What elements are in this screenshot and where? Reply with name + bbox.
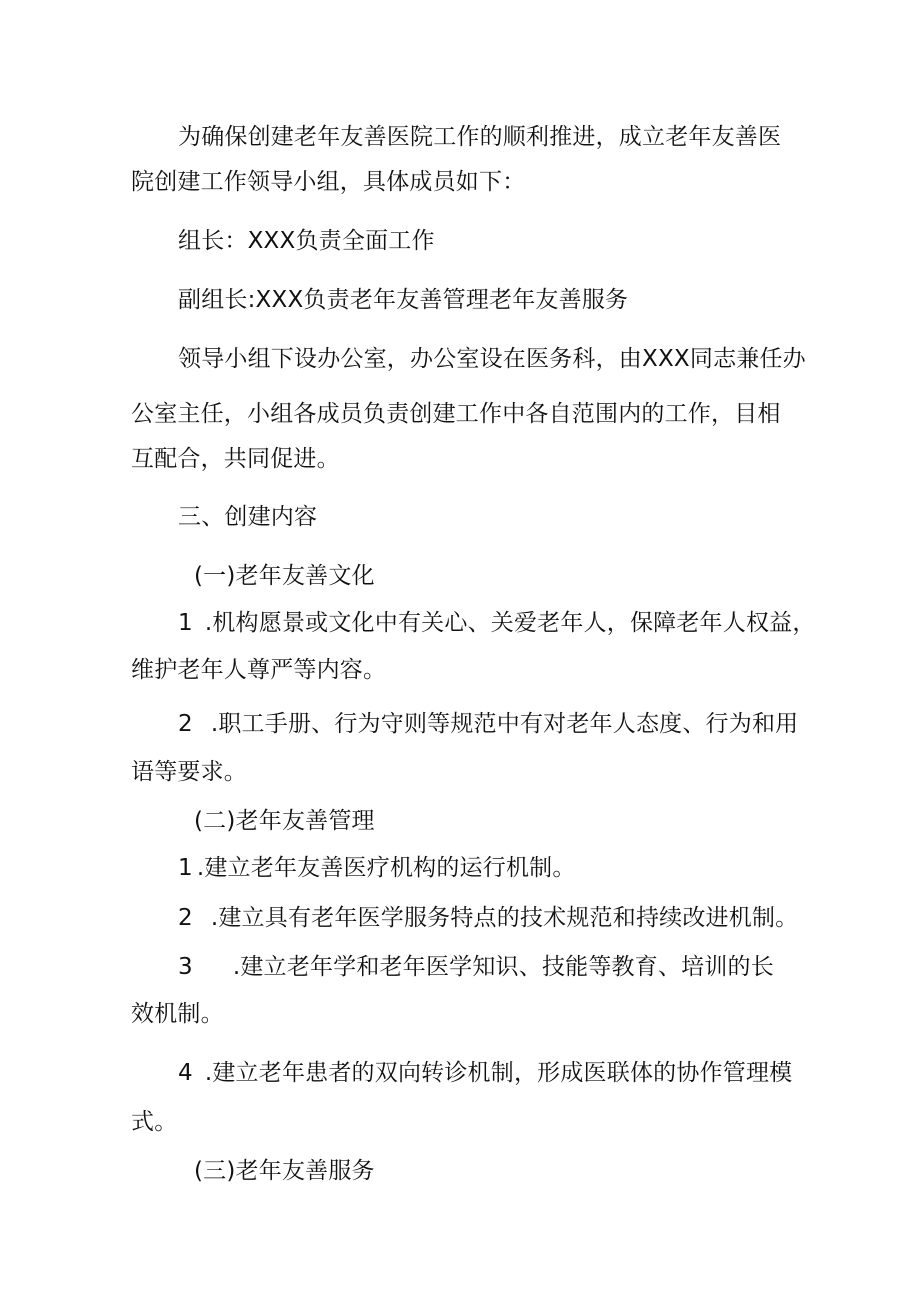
item-text: .建立老年学和老年医学知识、技能等教育、培训的长 bbox=[232, 954, 774, 980]
paragraph-office-line-1: 领导小组下设办公室，办公室设在医务科，由XXX同志兼任办 bbox=[178, 346, 806, 372]
item-text: .职工手册、行为守则等规范中有对老年人态度、行为和用 bbox=[210, 711, 799, 737]
management-item-2 bbox=[178, 903, 798, 933]
management-item-3-line-2: 效机制。 bbox=[131, 1001, 224, 1027]
deputy-leader-line: 副组长:XXX负责老年友善管理老年友善服务 bbox=[178, 287, 629, 313]
item-text: .建立老年友善医疗机构的运行机制。 bbox=[196, 855, 576, 881]
item-number: 4 bbox=[178, 1060, 193, 1086]
item-number: 2 bbox=[178, 711, 193, 737]
subheading-management: (二)老年友善管理 bbox=[194, 808, 375, 834]
item-text: .建立老年患者的双向转诊机制，形成医联体的协作管理模 bbox=[204, 1060, 793, 1086]
subheading-culture: (一)老年友善文化 bbox=[194, 563, 375, 589]
item-number: 3 bbox=[178, 954, 193, 980]
leader-line: 组长：XXX负责全面工作 bbox=[178, 228, 435, 254]
item-number: 1 bbox=[178, 610, 193, 636]
management-item-4-line-1 bbox=[178, 1058, 792, 1088]
culture-item-2-line-1 bbox=[178, 709, 798, 739]
culture-item-1-line-2: 维护老年人尊严等内容。 bbox=[131, 657, 387, 683]
management-item-1 bbox=[178, 853, 576, 883]
paragraph-office-line-3: 互配合，共同促进。 bbox=[131, 446, 340, 472]
management-item-3-line-1 bbox=[178, 952, 774, 982]
paragraph-intro-line-1: 为确保创建老年友善医院工作的顺利推进，成立老年友善医 bbox=[178, 124, 782, 150]
paragraph-office-line-2: 公室主任，小组各成员负责创建工作中各自范围内的工作，目相 bbox=[131, 401, 781, 427]
item-number: 1 bbox=[178, 855, 193, 881]
culture-item-2-line-2: 语等要求。 bbox=[131, 759, 247, 785]
item-number: 2 bbox=[178, 905, 193, 931]
paragraph-intro-line-2: 院创建工作领导小组，具体成员如下： bbox=[131, 169, 526, 195]
culture-item-1-line-1 bbox=[178, 608, 816, 638]
item-text: .建立具有老年医学服务特点的技术规范和持续改进机制。 bbox=[210, 905, 799, 931]
section-heading-3: 三、创建内容 bbox=[178, 504, 318, 530]
item-text: .机构愿景或文化中有关心、关爱老年人，保障老年人权益， bbox=[204, 610, 816, 636]
subheading-service: (三)老年友善服务 bbox=[194, 1158, 375, 1184]
management-item-4-line-2: 式。 bbox=[131, 1109, 178, 1135]
